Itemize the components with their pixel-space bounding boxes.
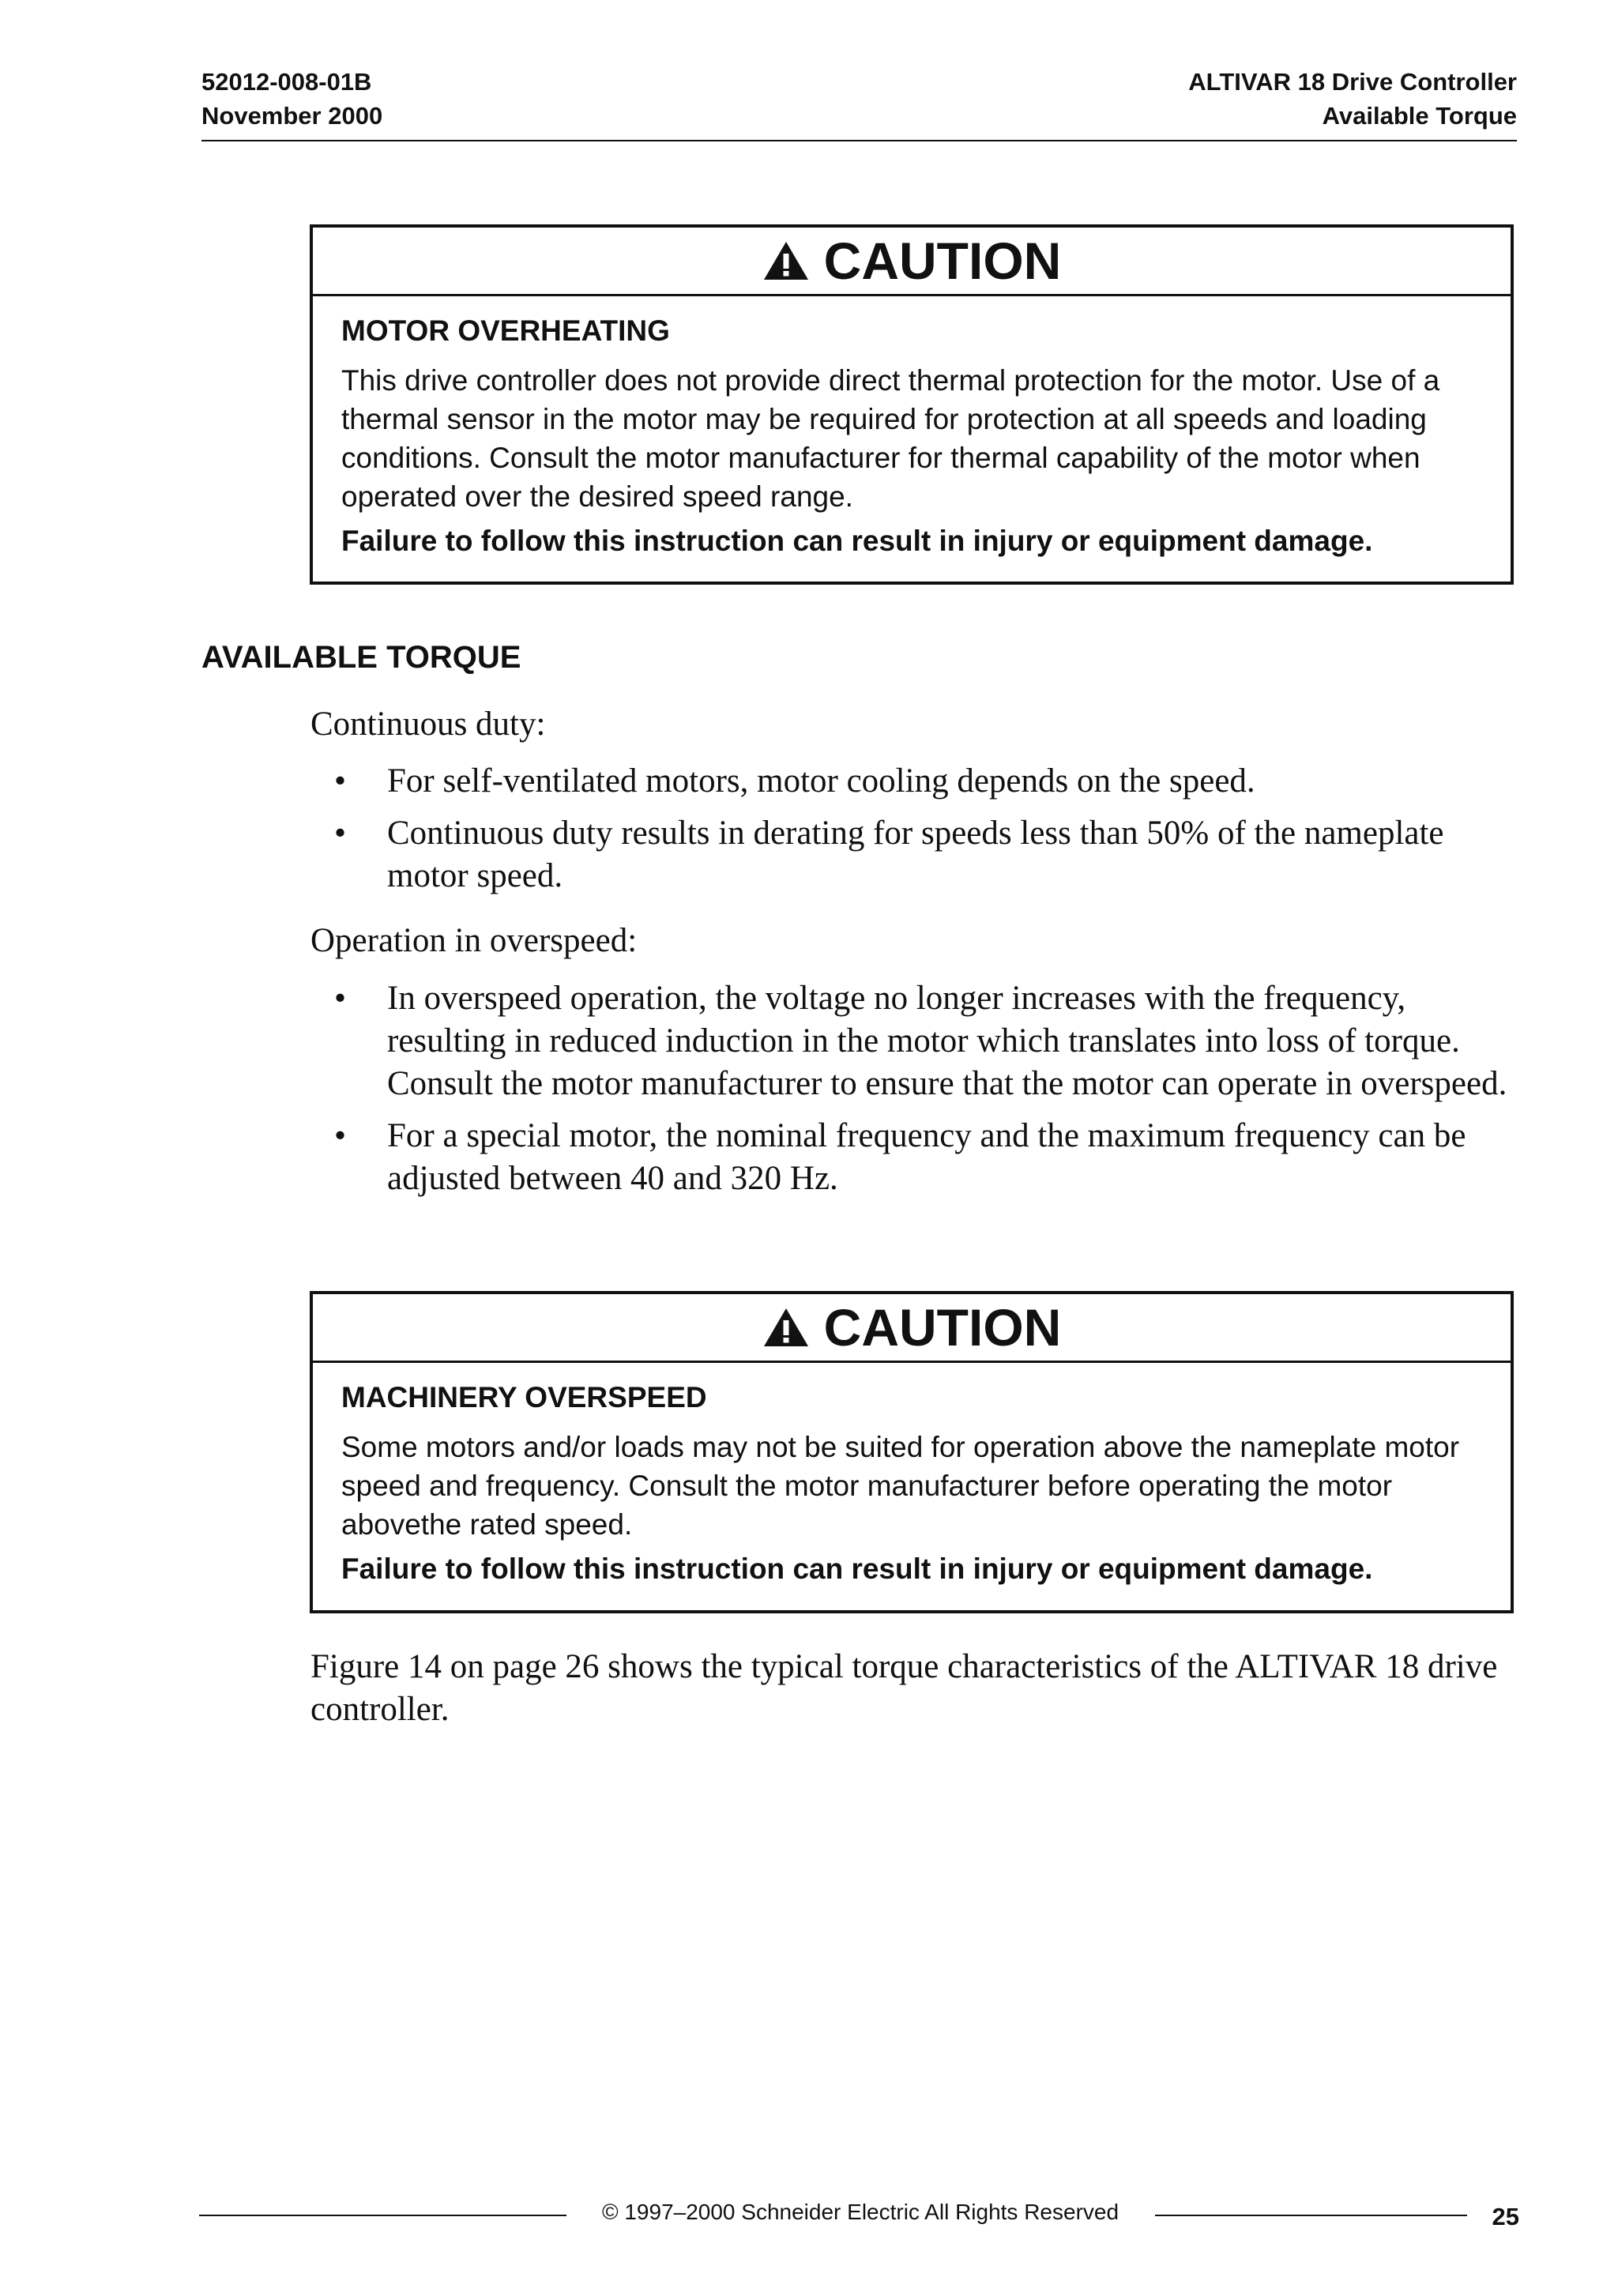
list-item [310, 760, 1527, 803]
caution-box-machinery-overspeed [310, 1291, 1514, 1613]
list-item-text: In overspeed operation, the voltage no longer increases with the frequency, resulting in reduced induction in the motor which translates into loss of torque. Consult the motor manufacturer to ensure that the motor can operate in overspeed. [387, 980, 1507, 1102]
overspeed-list [310, 977, 1527, 1210]
caution-header [313, 1294, 1511, 1363]
section-name: Available Torque [1322, 102, 1517, 130]
caution-title: MOTOR OVERHEATING [341, 314, 670, 347]
footer-rule-right [1155, 2215, 1467, 2216]
list-item-text: For self-ventilated motors, motor cooling depends on the speed. [387, 762, 1255, 800]
caution-header [313, 228, 1511, 296]
header-right [1188, 65, 1517, 133]
continuous-duty-label: Continuous duty: [310, 706, 546, 743]
warning-triangle-icon [762, 1307, 810, 1348]
header-rule [201, 140, 1517, 141]
caution-warning: Failure to follow this instruction can result in injury or equipment damage. [341, 1553, 1373, 1585]
list-item [310, 812, 1527, 898]
bullet-icon: • [334, 980, 347, 1017]
bullet-icon: • [334, 815, 347, 852]
caution-body [313, 296, 1511, 559]
doc-date: November 2000 [201, 102, 383, 130]
warning-triangle-icon [762, 240, 810, 281]
caution-warning: Failure to follow this instruction can result in injury or equipment damage. [341, 525, 1373, 557]
overspeed-label: Operation in overspeed: [310, 922, 638, 959]
caution-box-motor-overheating [310, 224, 1514, 585]
product-name: ALTIVAR 18 Drive Controller [1188, 68, 1517, 96]
caution-title: MACHINERY OVERSPEED [341, 1381, 707, 1413]
figure-reference-paragraph: Figure 14 on page 26 shows the typical torque characteristics of the ALTIVAR 18 drive controller. [310, 1648, 1498, 1728]
list-item-text: For a special motor, the nominal frequency and the maximum frequency can be adjusted between 40 and 320 Hz. [387, 1117, 1466, 1197]
doc-number: 52012-008-01B [201, 68, 372, 96]
list-item-text: Continuous duty results in derating for speeds less than 50% of the nameplate motor speed. [387, 815, 1444, 894]
list-item [310, 977, 1527, 1105]
caution-text: This drive controller does not provide direct thermal protection for the motor. Use of a thermal sensor in the motor may be required for protection at all speeds and loading conditions. Consult the motor manufacturer for thermal capability of the motor when operated over the desired speed range. [341, 364, 1440, 513]
header-left [201, 65, 382, 133]
footer-copyright: © 1997–2000 Schneider Electric All Rights Reserved [601, 2200, 1119, 2224]
section-heading: AVAILABLE TORQUE [201, 640, 521, 675]
caution-heading: CAUTION [823, 231, 1062, 290]
page-number: 25 [1492, 2203, 1519, 2230]
list-item [310, 1115, 1527, 1200]
caution-heading: CAUTION [823, 1298, 1062, 1357]
caution-body [313, 1363, 1511, 1586]
bullet-icon: • [334, 1117, 347, 1154]
bullet-icon: • [334, 762, 347, 800]
continuous-duty-list [310, 760, 1527, 907]
caution-text: Some motors and/or loads may not be suited for operation above the nameplate motor speed and frequency. Consult the motor manufacturer before operating the motor abovethe rated speed. [341, 1431, 1460, 1541]
footer-rule-left [199, 2215, 566, 2216]
